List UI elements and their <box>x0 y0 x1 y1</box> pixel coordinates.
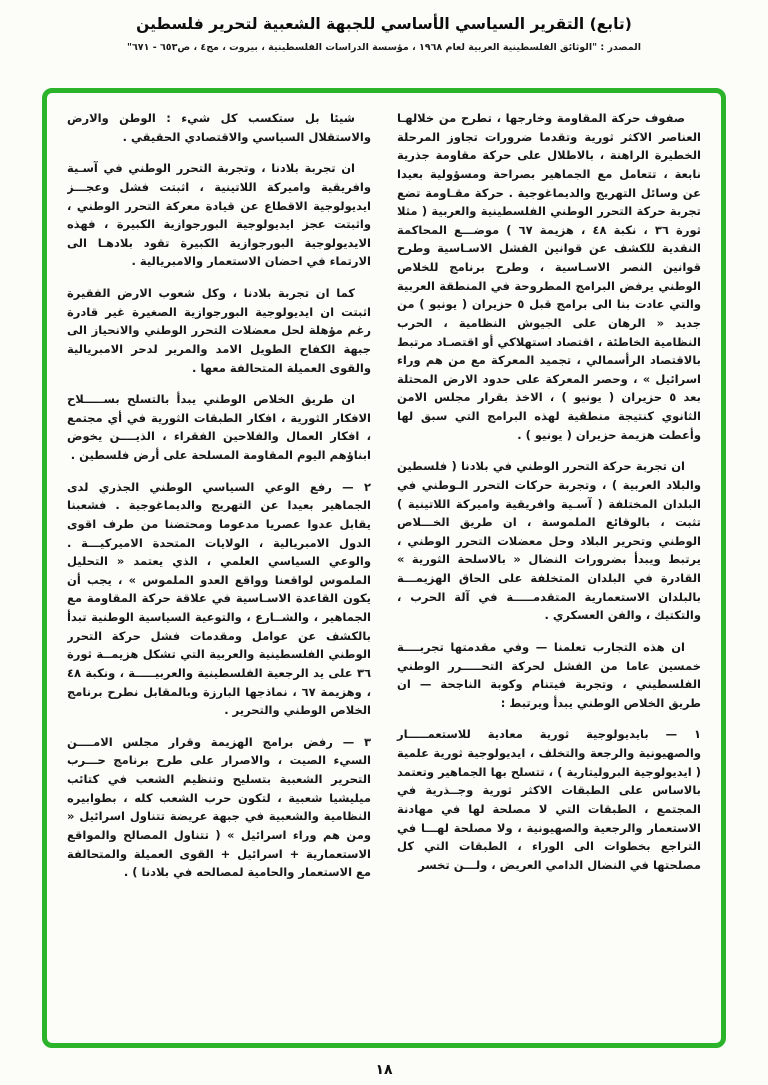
paragraph: شيئا بل ستكسب كل شيء : الوطن والارض والاستقلال السياسي والاقتصادي الحقيقي . <box>67 111 371 144</box>
green-border-frame <box>42 88 726 1048</box>
page-number: ١٨ <box>375 1062 393 1078</box>
left-column <box>67 109 371 1035</box>
paragraph: ان تجربة حركة التحرر الوطني في بلادنا ( فلسطين والبلاد العربية ) ، وتجربة حركات التحرر الـوطني في البلدان المختلفة ( آسـية وافريقية واميركة اللاتينية ) تثبت ، بالوقائع الملموسة ، ان طريق الخـــلاص الوطني وتحرير البلاد وحل معضلات التحرر الوطني ، يرتبط ويبدأ بضرورات النضال « بالاسلحة الثورية » القادرة في البلدان المتخلفة على الحاق الهزيمـــة بالبلدان الاستعمارية المتقدمـــــة في آلة الحرب ، والتكتيك ، والفن العسكري . <box>397 459 701 623</box>
page-title: (تابع) التقرير السياسي الأساسي للجبهة الشعبية لتحرير فلسطين <box>136 15 632 33</box>
paragraph: ان طريق الخلاص الوطني يبدأ بالتسلح بســـــلاح الافكار الثورية ، افكار الطبقات الثورية في أي مجتمع ، افكار العمال والفلاحين الفقراء ، الذيــــن يخوض ابناؤهم اليوم المقاومة المسلحة على أرض فلسطين . <box>67 392 371 462</box>
paragraph-numbered-2: ٢ — رفع الوعي السياسي الوطني الجذري لدى الجماهير بعيدا عن التهريج والديماغوجية . فشعبنا يقابل عدوا عصريا مدعوما ومحتضنا من طرف اقوى الدول الامبريالية ، الولايات المتحدة الاميركيـــة . والوعي السياسي العلمي ، الذي يعتمد « التحليل الملموس لواقعنا وواقع العدو الملموس » ، يجب أن يكون القاعدة الاسـاسية في علاقة حركة المقاومة مع الجماهير ، والشــارع ، والتوعية السياسية الوطنية تبدأ بالكشف عن عوامل ومقدمات فشل حركة التحرر الوطني الفلسطينية والعربية التي تشكل هزيمــة ثورة ٣٦ على يد الرجعية الفلسطينية والعربيـــــة ، ونكبة ٤٨ ، وهزيمة ٦٧ ، نماذجها البارزة وبالمقابل نطرح برنامج الخلاص الوطني والتحرير . <box>67 479 371 718</box>
paragraph: ان هذه التجارب تعلمنا — وفي مقدمتها تجربــــة خمسين عاما من الفشل لحركة التحـــــرر الوطني الفلسطيني ، وتجربة فيتنام وكوبة الناجحة — ان طريق الخلاص الوطني يبدأ ويرتبط : <box>397 639 701 710</box>
paragraph-numbered-1: ١ — بايديولوجية ثورية معادية للاستعمـــــار والصهيونية والرجعة والتخلف ، ايديولوجية ثورية علمية ( ايديولوجية البروليتارية ) ، تتسلح بها الجماهير وتعتمد بالاساس على الطبقات الاكثر ثورية وجــذرية في المجتمع ، الطبقات التي لا مصلحة لها في مهادنة الاستعمار والرجعية والصهيونية ، ولا مصلحة لهـــا في التراجع بخطوات الى الوراء ، الطبقات التي كل مصلحتها في النضال الدامي العريض ، ولـــن تخسر <box>397 727 701 872</box>
two-column-layout <box>67 109 701 1035</box>
paragraph: صفوف حركة المقاومة وخارجها ، تطرح من خلالهـا العناصر الاكثر ثورية وتقدما ضرورات تجاوز المرحلة الخطيرة الراهنة ، بالاطلال على حركة مقاومة جذرية نابعة ، تتعامل مع الجماهير بصراحة ومسؤولية بعيدا عن وسائل التهريج والديماغوجية . حركة مقـاومة تضع تجربة حركة التحرر الوطني الفلسطينية والعربية ( مثلا ثورة ٣٦ ، نكبة ٤٨ ، هزيمة ٦٧ ) موضـــع المحاكمة النقدية للكشف عن قوانين الفشل الاسـاسية وطرح قوانين النصر الاسـاسية ، وطرح برنامج للخلاص الوطني يرفض البرامج المطروحة في المنطقة العربية والتي عادت بنا الى برامج قبل ٥ حزيران ( يونيو ) من جديد « الرهان على الجيوش النظامية ، الحرب النظامية الخاطئة ، اقتصاد استهلاكي أو اقتصـاد مرتبط بالاقتصاد الرأسمالي ، تجميد المعركة مع من هم وراء اسرائيل » ، وحصر المعركة على حدود الارض المحتلة بعد ٥ حزيران ( يونيو ) ، الاخذ بقرار مجلس الامن الثانوي كنتيجة منطقية لهذه البرامج التي سبق لها وأعطت هزيمة حزيران ( يونيو ) . <box>397 111 701 442</box>
paragraph-numbered-3: ٣ — رفض برامج الهزيمة وقرار مجلس الامــــن السيء الصيت ، والاصرار على طرح برنامج حـــرب التحرير الشعبية بتسليح وتنظيم الشعب في كتائب ميليشيا شعبية ، لتكون حرب الشعب كله ، بطوابيره النظامية والشعبية في جبهة عريضة تتناول اسرائيل « ومن هم وراء اسرائيل » ( تتناول المصالح والمواقع الاستعمارية + اسرائيل + القوى العميلة والمتحالفة مع الاستعمار والحامية لمصالحه في بلادنا ) . <box>67 734 371 880</box>
source-citation: المصدر : "الوثائق الفلسطينية العربية لعام ١٩٦٨ ، مؤسسة الدراسات الفلسطينية ، بيروت ، مج٤ ، ص٦٥٣ - ٦٧١" <box>127 42 641 53</box>
paragraph: كما ان تجربة بلادنا ، وكل شعوب الارض الفقيرة اثبتت ان ايديولوجية البورجوازية الصغيرة غير قادرة رغم مؤهلة لحل معضلات التحرر الوطني والانحياز الى جبهة الكفاح الطويل الامد والمرير لدحر الامبريالية والقوى العميلة المتحالفة معها . <box>67 286 371 375</box>
paragraph: ان تجربة بلادنا ، وتجربة التحرر الوطني في آسـية وافريقية واميركة اللاتينية ، اثبتت فشل وعجـــز ايديولوجية الاقطاع عن قيادة معركة التحرر الوطني ، واثبتت عجز ايديولوجية البورجوازية الكبيرة ، فهذه الايديولوجية البورجوازية الكبيرة تقود بلادهـا الى الارتماء في احضان الاستعمار والامبريالية . <box>67 161 371 269</box>
right-column <box>397 109 701 1035</box>
